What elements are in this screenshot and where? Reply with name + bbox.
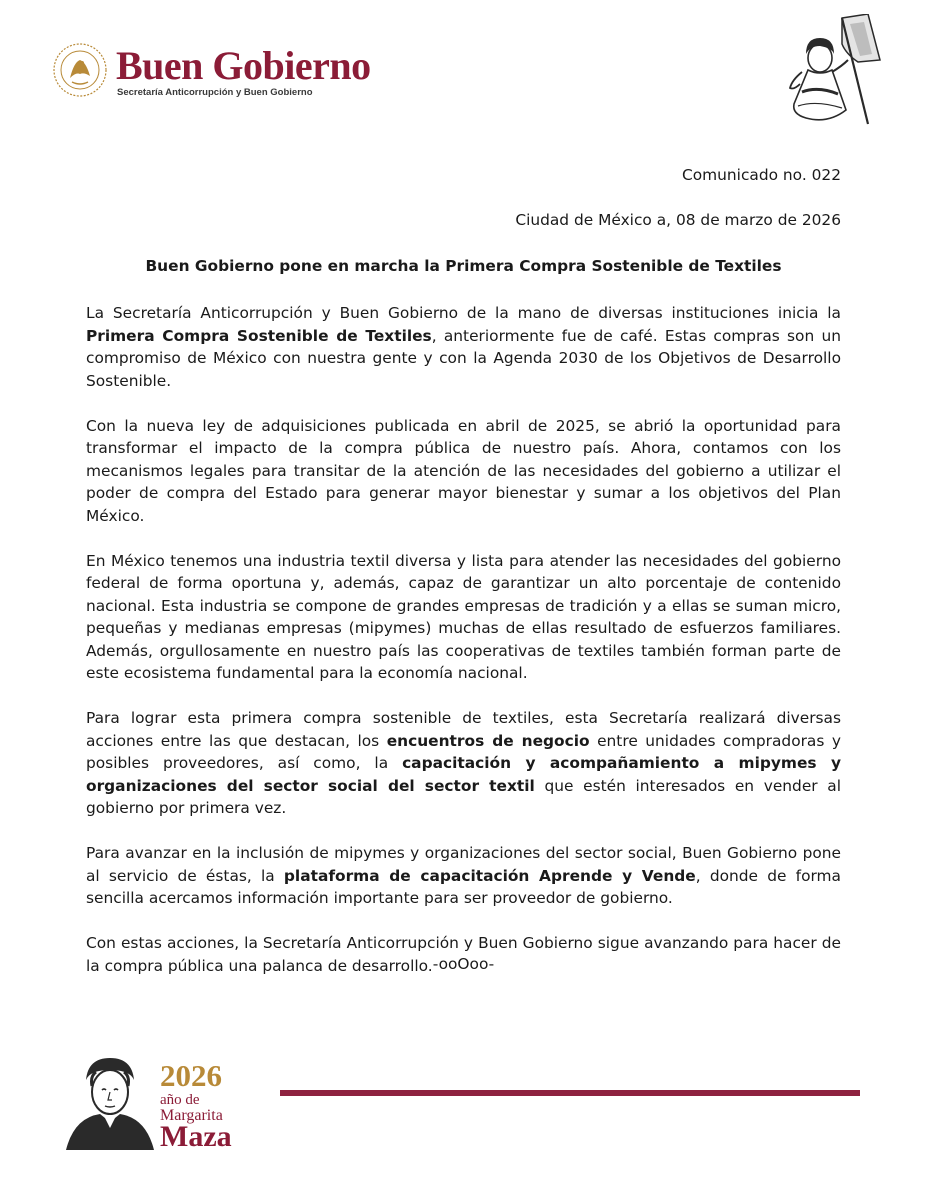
paragraph-4-emphasis-1: encuentros de negocio xyxy=(386,731,590,750)
paragraph-4-emphasis-2: capacitación y acompañamiento a mipymes y organizaciones del sector social del sector textil xyxy=(86,754,841,795)
footer-ano-de: año de xyxy=(160,1092,200,1108)
brand-subtitle: Secretaría Anticorrupción y Buen Gobierno xyxy=(117,87,313,98)
press-release-date: Ciudad de México a, 08 de marzo de 2026 xyxy=(515,211,841,229)
paragraph-1-emphasis: Primera Compra Sostenible de Textiles xyxy=(86,326,432,345)
page-title: Buen Gobierno pone en marcha la Primera Compra Sostenible de Textiles xyxy=(145,257,782,275)
year-of-margarita-maza-logo xyxy=(160,1060,232,1152)
paragraph-4-text-mid: entre unidades compradoras y posibles proveedores, así como, la xyxy=(86,731,841,772)
footer-year: 2026 xyxy=(160,1058,222,1093)
paragraph-5 xyxy=(86,842,841,910)
paragraph-1 xyxy=(86,302,841,392)
closing-mark: -ooOoo- xyxy=(432,955,495,973)
paragraph-5-text-end: , donde de forma sencilla acercamos información importante para ser proveedor de gobierno. xyxy=(86,866,841,907)
paragraph-5-emphasis: plataforma de capacitación Aprende y Vende xyxy=(283,866,696,885)
woman-with-flag-illustration xyxy=(772,14,882,126)
paragraph-4-text-end: que estén interesados en vender al gobierno por primera vez. xyxy=(86,776,841,817)
paragraph-4 xyxy=(86,707,841,820)
paragraph-2: Con la nueva ley de adquisiciones publicada en abril de 2025, se abrió la oportunidad para transformar el impacto de la compra pública de nuestro país. Ahora, contamos con los mecanismos legales para transitar de la atención de las necesidades del gobierno a utilizar el poder de compra del Estado para generar mayor bienestar y sumar a los objetivos del Plan México. xyxy=(86,416,841,525)
margarita-maza-portrait-illustration xyxy=(60,1052,160,1152)
page-header xyxy=(0,0,927,140)
page-footer xyxy=(0,1040,927,1200)
paragraph-5-text: Para avanzar en la inclusión de mipymes y organizaciones del sector social, Buen Gobierno pone al servicio de éstas, la xyxy=(86,844,841,885)
brand-name: Buen Gobierno xyxy=(116,43,371,88)
paragraph-4-text: Para lograr esta primera compra sostenible de textiles, esta Secretaría realizará diversas acciones entre las que destacan, los xyxy=(86,709,841,750)
paragraph-6: Con estas acciones, la Secretaría Anticorrupción y Buen Gobierno sigue avanzando para hacer de la compra pública una palanca de desarrollo. xyxy=(86,934,841,975)
mexico-coat-of-arms-icon xyxy=(52,42,108,98)
press-release-number: Comunicado no. 022 xyxy=(682,166,841,184)
paragraph-1-text-end: , anteriormente fue de café. Estas compras son un compromiso de México con nuestra gente y con la Agenda 2030 de los Objetivos de Desarrollo Sostenible. xyxy=(86,326,841,390)
footer-name-last: Maza xyxy=(160,1120,232,1153)
footer-name-first: Margarita xyxy=(160,1107,223,1124)
paragraph-1-text: La Secretaría Anticorrupción y Buen Gobierno de la mano de diversas instituciones inicia la xyxy=(86,304,841,322)
footer-divider xyxy=(280,1090,860,1096)
press-release-body xyxy=(86,302,841,977)
paragraph-3: En México tenemos una industria textil diversa y lista para atender las necesidades del gobierno federal de forma oportuna y, además, capaz de garantizar un alto porcentaje de contenido nacional. Esta industria se compone de grandes empresas de tradición y a ellas se suman micro, pequeñas y medianas empresas (mipymes) muchas de ellas resultado de esfuerzos familiares. Además, orgullosamente en nuestro país las cooperativas de textiles también forman parte de este ecosistema fundamental para la economía nacional. xyxy=(86,551,841,682)
